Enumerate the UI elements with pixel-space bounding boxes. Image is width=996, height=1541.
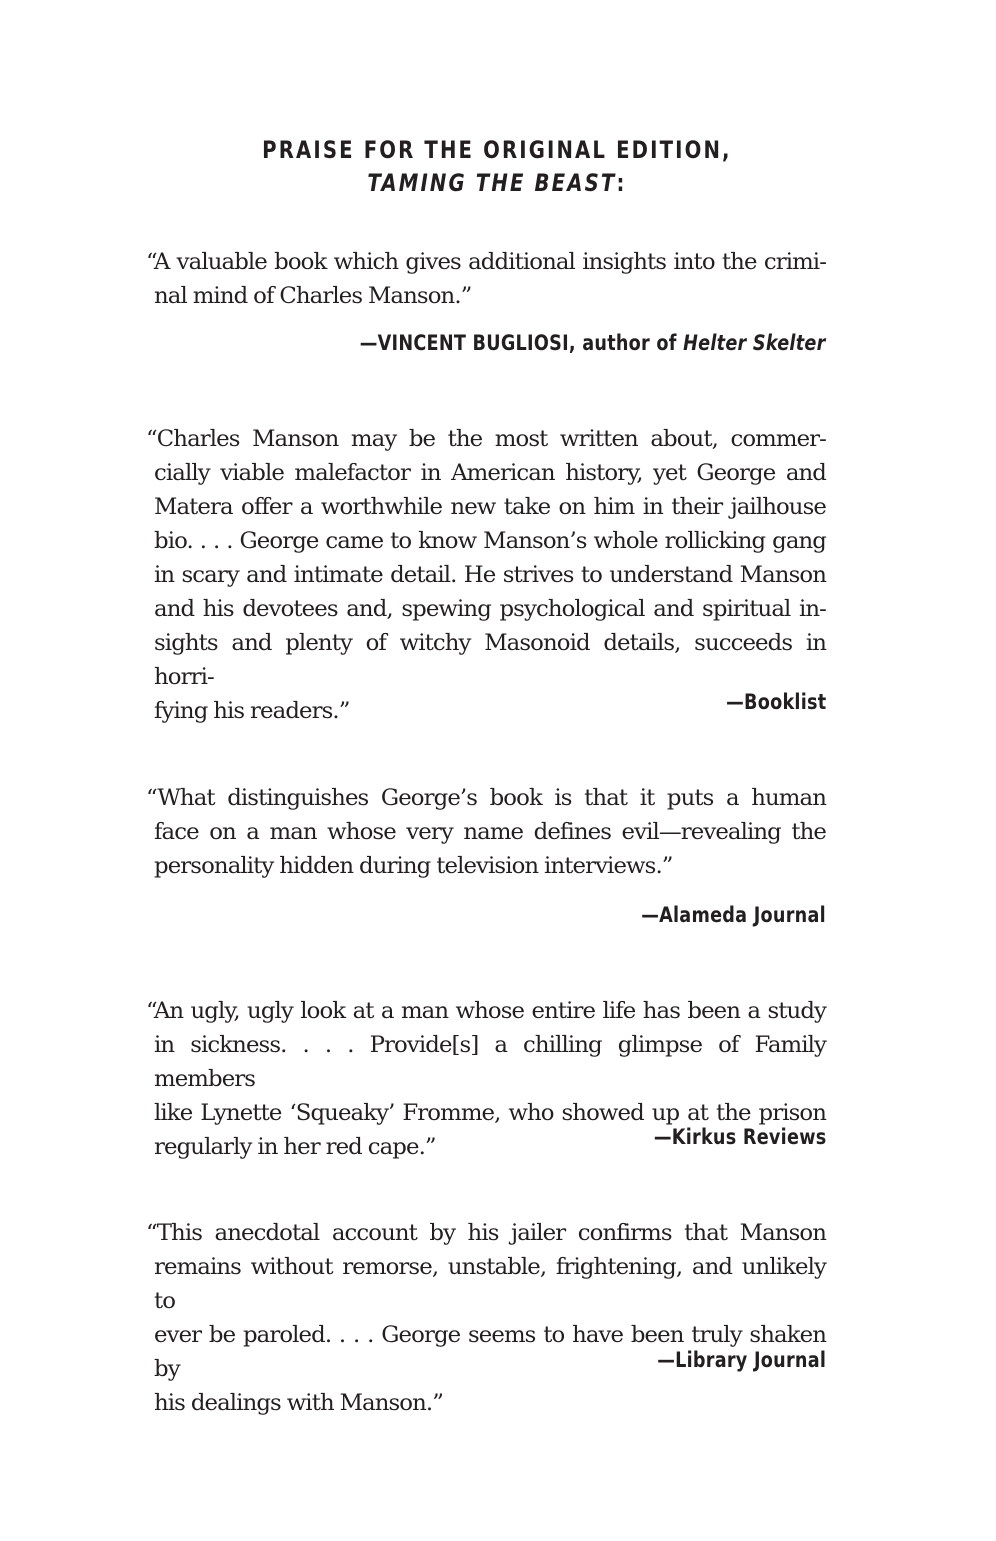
quote-line: “A valuable book which gives additional insights into the crimi- <box>146 249 826 275</box>
book-title: TAMING THE BEAST <box>367 169 617 197</box>
quote-line: Matera offer a worthwhile new take on him in their jailhouse <box>154 494 826 520</box>
attribution-book-title: Helter Skelter <box>683 331 826 355</box>
attribution-source: —Booklist <box>725 690 826 714</box>
quote-line: “An ugly, ugly look at a man whose entire life has been a study <box>146 998 826 1024</box>
quote-line: bio. . . . George came to know Manson’s whole rollicking gang <box>154 528 826 554</box>
quote-line: personality hidden during television interviews.” <box>154 853 673 879</box>
attribution-source: —Alameda Journal <box>641 903 826 927</box>
attribution-1 <box>360 329 826 357</box>
attribution-4 <box>653 1123 826 1151</box>
attribution-source: —Library Journal <box>657 1348 826 1372</box>
quote-line: “Charles Manson may be the most written about, commer- <box>146 426 826 452</box>
quote-line: ever be paroled. . . . George seems to have been truly shaken by <box>154 1322 826 1382</box>
attribution-2 <box>726 688 826 716</box>
attribution-3 <box>641 901 826 929</box>
quote-line: his dealings with Manson.” <box>154 1390 444 1416</box>
attribution-author: —VINCENT BUGLIOSI, author of <box>360 331 684 355</box>
quote-1 <box>146 245 826 313</box>
quote-3 <box>146 781 826 883</box>
quote-line: nal mind of Charles Manson.” <box>154 283 472 309</box>
quote-line: remains without remorse, unstable, frightening, and unlikely to <box>154 1254 826 1314</box>
attribution-source: —Kirkus Reviews <box>653 1125 826 1149</box>
quote-line: “What distinguishes George’s book is that it puts a human <box>146 785 826 811</box>
attribution-5 <box>657 1346 826 1374</box>
quote-line: fying his readers.” <box>154 698 350 724</box>
quote-line: in scary and intimate detail. He strives to understand Manson <box>154 562 826 588</box>
quote-5 <box>146 1216 826 1420</box>
praise-heading-line1: PRAISE FOR THE ORIGINAL EDITION, <box>262 136 732 164</box>
quote-line: sights and plenty of witchy Masonoid details, succeeds in horri- <box>154 630 826 690</box>
quote-line: cially viable malefactor in American history, yet George and <box>154 460 826 486</box>
quote-line: face on a man whose very name defines evil—revealing the <box>154 819 826 845</box>
quote-line: “This anecdotal account by his jailer confirms that Manson <box>146 1220 826 1246</box>
quote-line: regularly in her red cape.” <box>154 1134 436 1160</box>
quote-line: in sickness. . . . Provide[s] a chilling glimpse of Family members <box>154 1032 826 1092</box>
heading-colon: : <box>616 169 627 197</box>
quote-2 <box>146 422 826 728</box>
quote-line: like Lynette ‘Squeaky’ Fromme, who showed up at the prison <box>154 1100 826 1126</box>
praise-heading-line2 <box>89 168 906 199</box>
quote-line: and his devotees and, spewing psychological and spiritual in- <box>154 596 826 622</box>
